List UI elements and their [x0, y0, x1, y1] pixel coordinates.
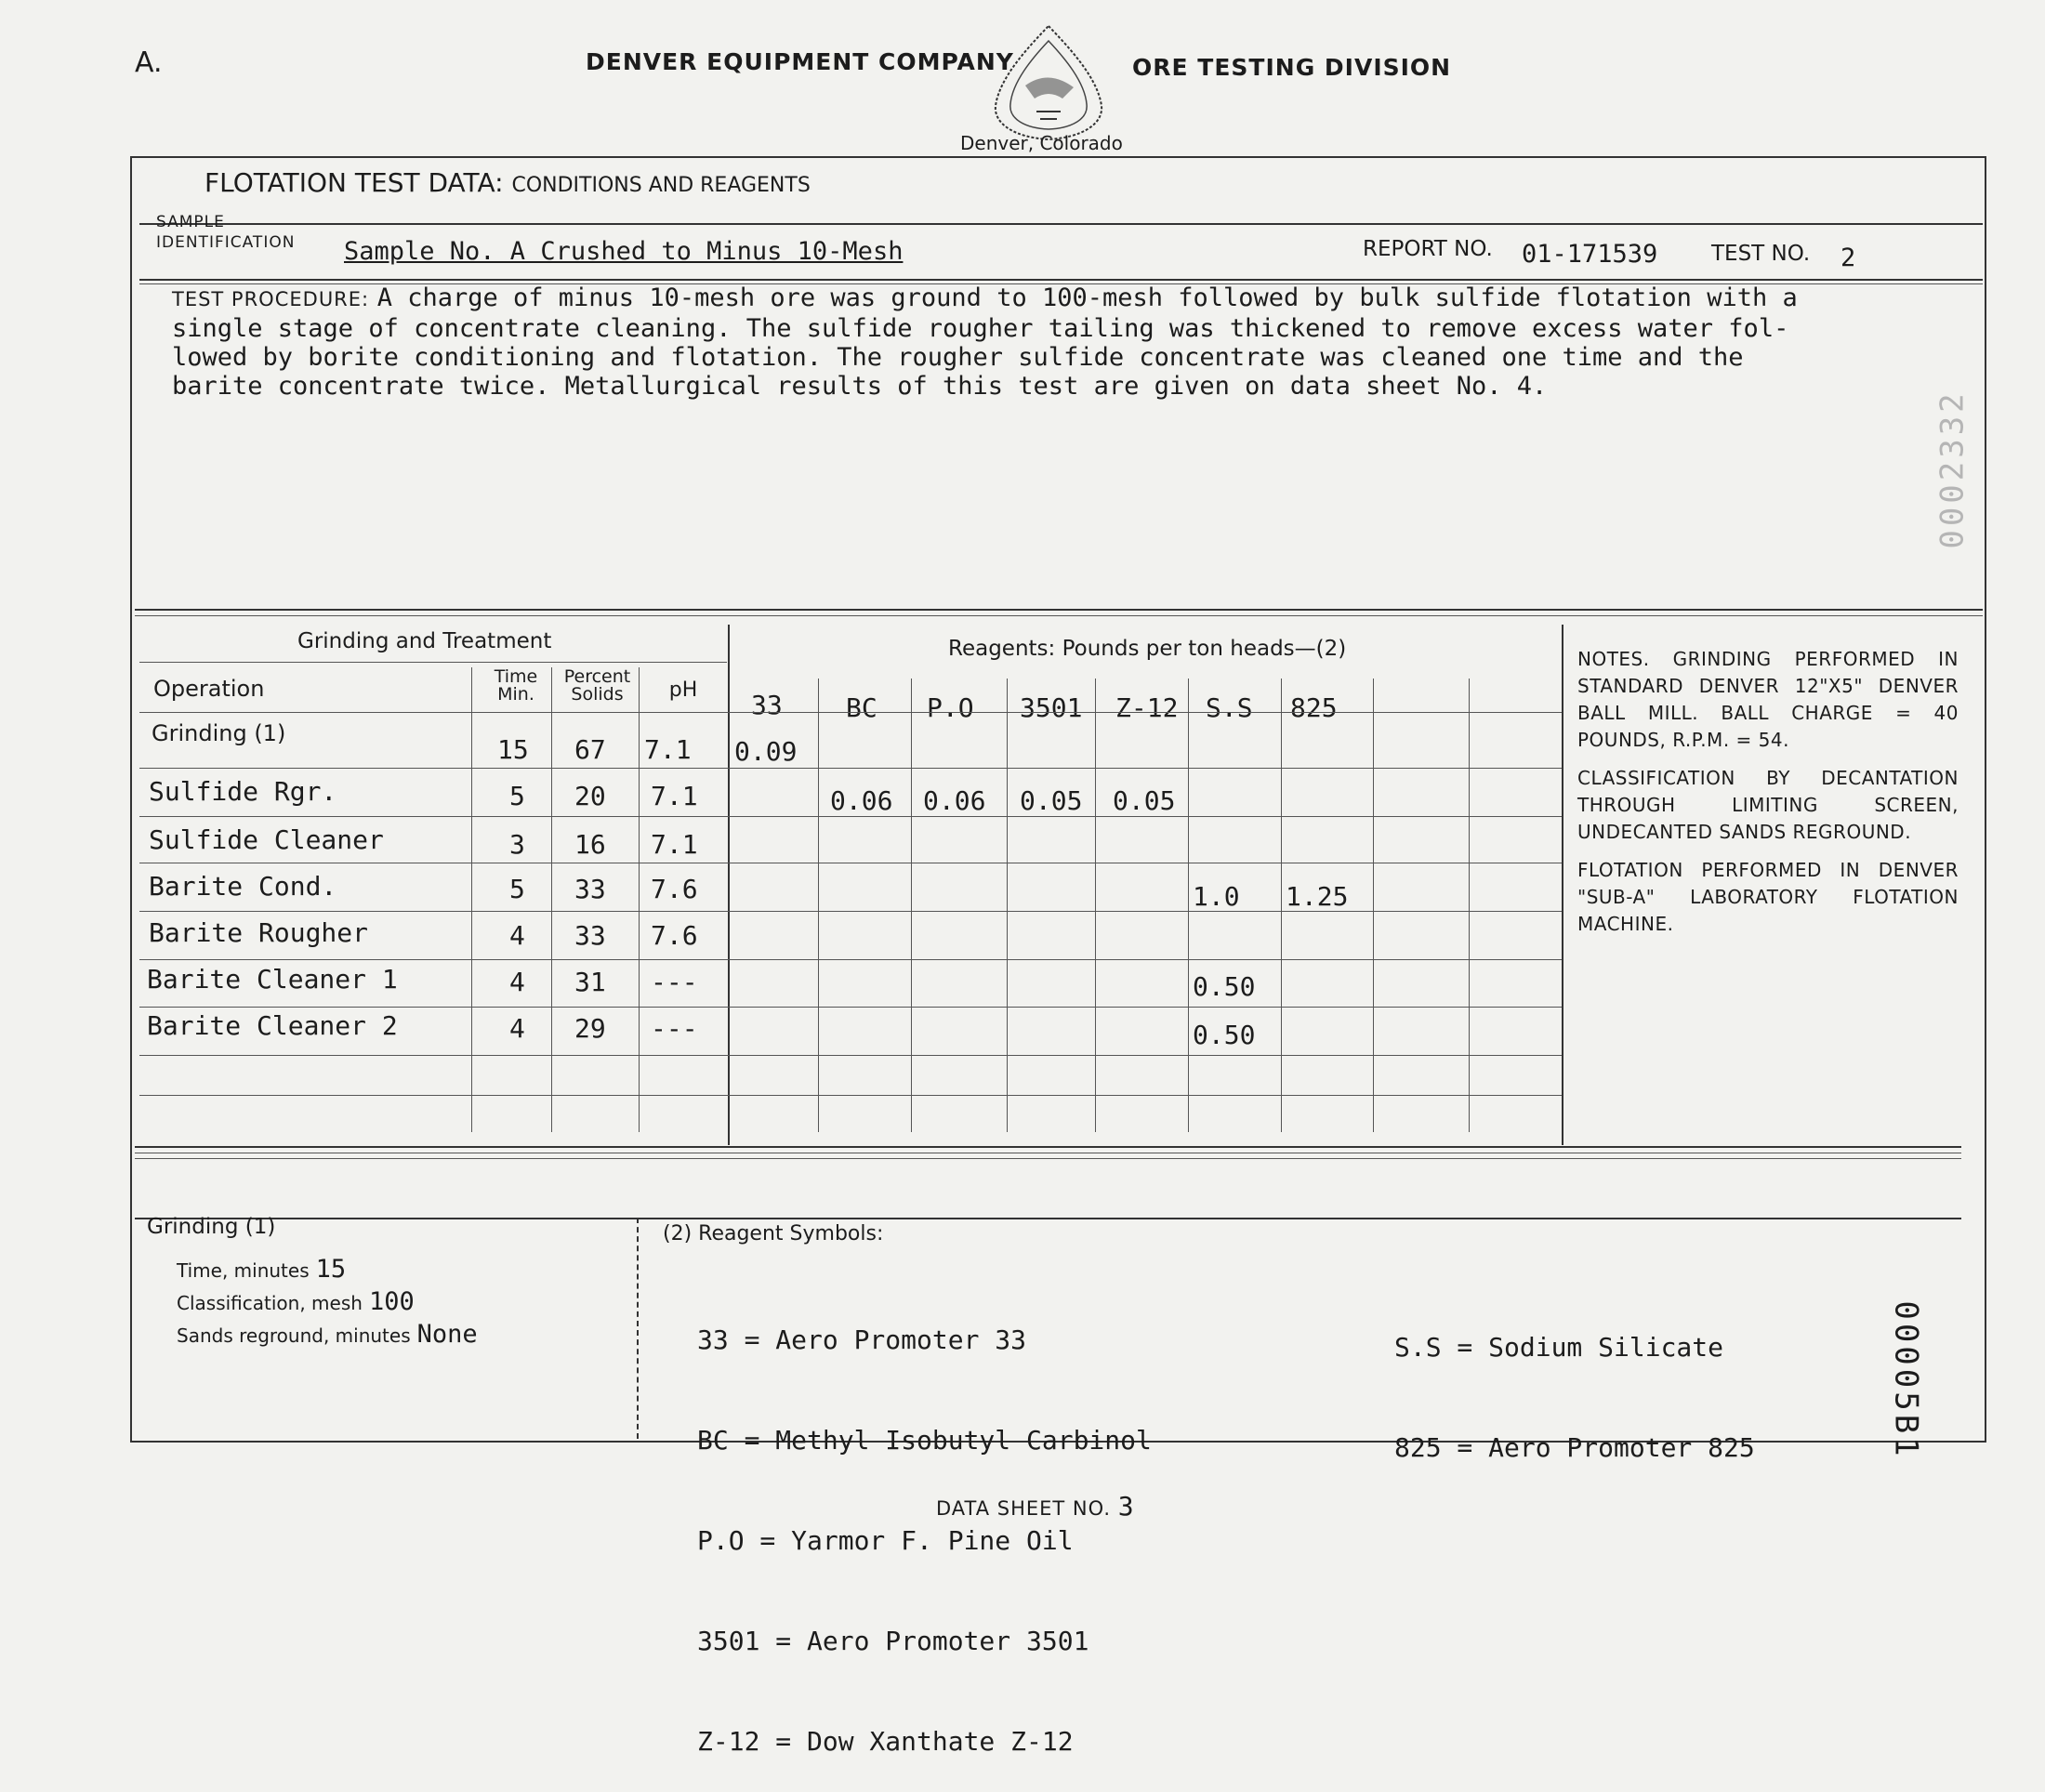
sample-identification: Sample No. A Crushed to Minus 10-Mesh	[344, 237, 904, 266]
division-name: ORE TESTING DIVISION	[1132, 54, 1452, 81]
table-cell-reagent: 1.25	[1286, 881, 1349, 912]
corner-letter: A.	[135, 46, 163, 79]
col-reagent-33: 33	[751, 690, 783, 720]
note-classification: CLASSIFICATION BY DECANTATION THROUGH LIMITING SCREEN, UNDECANTED SANDS REGROUND.	[1577, 767, 1959, 843]
table-cell-time: 15	[497, 734, 529, 765]
table-cell-solids: 29	[574, 1013, 606, 1044]
grinding-time-row: Time, minutes 15	[177, 1255, 347, 1284]
table-cell-time: 5	[509, 874, 525, 904]
col-reagent-ss: S.S	[1206, 692, 1253, 723]
table-cell-ph: 7.1	[644, 734, 692, 765]
reagent-symbols-right: S.S = Sodium Silicate 825 = Aero Promoter 825	[1394, 1332, 1755, 1463]
test-procedure: TEST PROCEDURE: A charge of minus 10-mesh ore was ground to 100-mesh followed by bulk sulfide flotation with a single stage of concentrate cleaning. The sulfide rougher tailing was thickened to remove excess water fol- lowed by borite conditioning and flotation. The rougher sulfide concentrate was cleaned one time and the barite concentrate twice. Metallurgical results of this test are given on data sheet No. 4.	[172, 283, 1798, 401]
table-row-op: Barite Rougher	[149, 917, 369, 948]
grinding-summary: Grinding (1)	[147, 1215, 276, 1239]
side-stamp-lower: 00005B1	[1887, 1300, 1925, 1460]
table-row-op: Grinding (1)	[152, 720, 286, 746]
sample-label: SAMPLE IDENTIFICATION	[156, 213, 296, 252]
table-cell-reagent: 0.05	[1020, 785, 1083, 816]
table-cell-reagent: 0.05	[1113, 785, 1176, 816]
table-cell-reagent: 0.06	[923, 785, 986, 816]
table-row-op: Barite Cond.	[149, 871, 337, 902]
sands-reground-row: Sands reground, minutes None	[177, 1320, 478, 1349]
table-cell-reagent: 0.09	[734, 736, 798, 767]
note-flotation: FLOTATION PERFORMED IN DENVER "SUB-A" LABORATORY FLOTATION MACHINE.	[1577, 859, 1959, 935]
table-cell-reagent: 1.0	[1193, 881, 1240, 912]
table-cell-time: 4	[509, 920, 525, 951]
col-reagent-825: 825	[1290, 692, 1338, 723]
test-label: TEST NO.	[1711, 242, 1811, 266]
table-cell-ph: 7.6	[651, 920, 698, 951]
table-cell-reagent: 0.06	[830, 785, 893, 816]
test-number: 2	[1840, 244, 1856, 272]
table-cell-solids: 16	[574, 829, 606, 860]
reagents-header: Reagents: Pounds per ton heads—(2)	[948, 637, 1347, 661]
form-title: FLOTATION TEST DATA: CONDITIONS AND REAGENTS	[204, 167, 811, 198]
company-city: Denver, Colorado	[960, 132, 1123, 154]
side-stamp-upper: 0002332	[1933, 389, 1972, 549]
col-reagent-z12: Z-12	[1115, 692, 1179, 723]
note-grinding: NOTES. GRINDING PERFORMED IN STANDARD DENVER 12"X5" DENVER BALL MILL. BALL CHARGE = 40 POUNDS, R.P.M. = 54.	[1577, 648, 1959, 751]
col-operation: Operation	[153, 676, 265, 702]
table-cell-time: 4	[509, 967, 525, 997]
table-cell-solids: 33	[574, 874, 606, 904]
table-cell-ph: ---	[651, 1013, 698, 1044]
company-seal-logo	[988, 20, 1109, 146]
table-row-op: Barite Cleaner 1	[147, 964, 398, 995]
col-reagent-3501: 3501	[1020, 692, 1083, 723]
table-cell-time: 4	[509, 1013, 525, 1044]
notes-block	[1577, 646, 1959, 949]
report-number: 01-171539	[1522, 240, 1658, 269]
company-name: DENVER EQUIPMENT COMPANY	[586, 48, 1014, 75]
table-cell-time: 3	[509, 829, 525, 860]
table-row-op: Barite Cleaner 2	[147, 1010, 398, 1041]
report-label: REPORT NO.	[1363, 237, 1493, 261]
table-row-op: Sulfide Cleaner	[149, 824, 384, 855]
table-cell-ph: 7.6	[651, 874, 698, 904]
col-time: Time Min.	[494, 666, 538, 705]
col-ph: pH	[668, 679, 698, 702]
table-row-op: Sulfide Rgr.	[149, 776, 337, 807]
table-cell-solids: 31	[574, 967, 606, 997]
table-cell-solids: 20	[574, 781, 606, 811]
reagent-symbols-left: 33 = Aero Promoter 33 BC = Methyl Isobutyl Carbinol P.O = Yarmor F. Pine Oil 3501 = Aero Promoter 3501 Z-12 = Dow Xanthate Z-12	[697, 1324, 1152, 1757]
table-cell-ph: 7.1	[651, 829, 698, 860]
table-cell-ph: 7.1	[651, 781, 698, 811]
classification-mesh-row: Classification, mesh 100	[177, 1287, 415, 1316]
grinding-treatment-header: Grinding and Treatment	[297, 629, 552, 653]
table-cell-reagent: 0.50	[1193, 971, 1256, 1002]
data-sheet-number: DATA SHEET NO. 3	[936, 1491, 1135, 1522]
col-reagent-po: P.O	[927, 692, 974, 723]
col-reagent-bc: BC	[846, 692, 877, 723]
table-cell-time: 5	[509, 781, 525, 811]
table-cell-solids: 33	[574, 920, 606, 951]
col-percent-solids: Percent Solids	[563, 666, 631, 705]
table-cell-ph: ---	[651, 967, 698, 997]
table-cell-solids: 67	[574, 734, 606, 765]
reagent-symbols-title: (2) Reagent Symbols:	[663, 1222, 884, 1245]
table-cell-reagent: 0.50	[1193, 1020, 1256, 1050]
